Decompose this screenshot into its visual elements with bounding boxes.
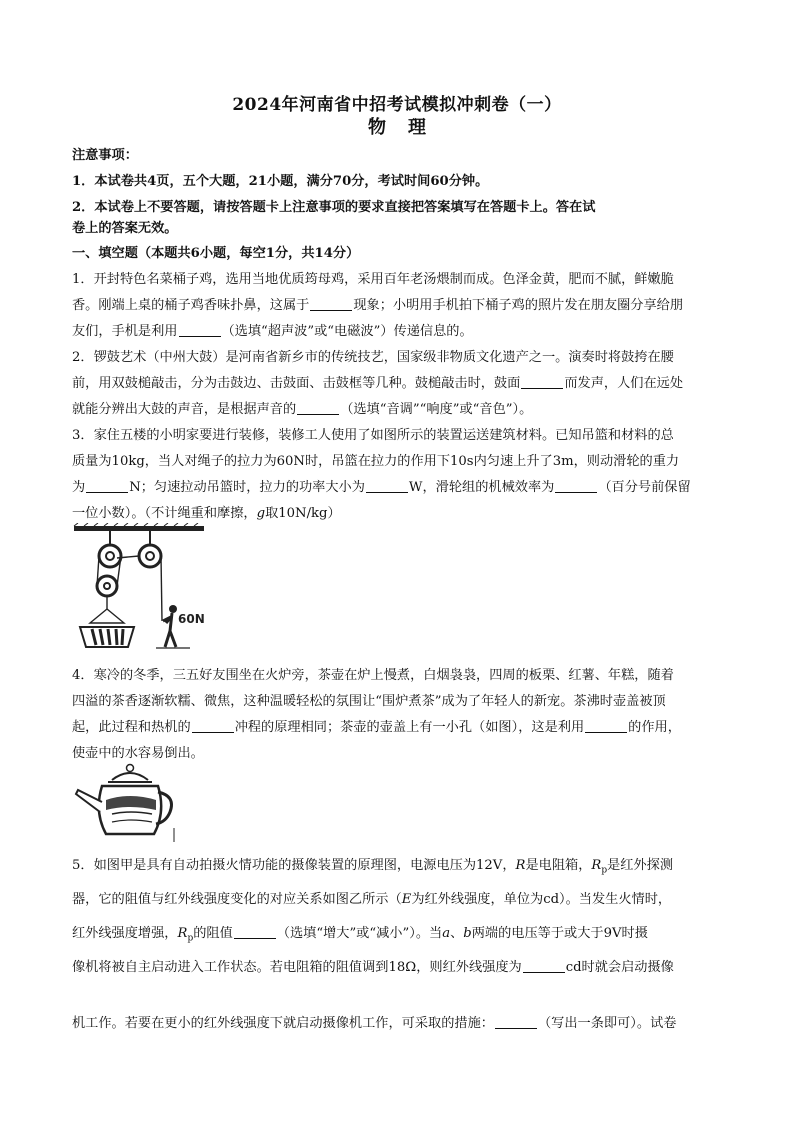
q4-line-2: 四溢的茶香逐渐软糯、微焦，这种温暖轻松的氛围让“围炉煮茶”成为了年轻人的新宠。茶沸时壶盖被顶 bbox=[72, 694, 666, 709]
answer-blank bbox=[297, 400, 339, 415]
subject-title: 物理 bbox=[368, 117, 448, 138]
answer-blank bbox=[521, 374, 563, 389]
q1-line-3: 友们，手机是利用 （选填“超声波”或“电磁波”）传递信息的。 bbox=[72, 324, 473, 339]
q5-line-4: 像机将被自主启动进入工作状态。若电阻箱的阻值调到18Ω，则红外线强度为 cd时就会启动摄像 bbox=[72, 960, 674, 975]
page-title: 2024年河南省中招考试模拟冲刺卷（一） bbox=[232, 95, 562, 115]
q1-line-1: 1．开封特色名菜桶子鸡，选用当地优质筠母鸡，采用百年老汤煨制而成。色泽金黄，肥而不腻，鲜嫩脆 bbox=[72, 272, 674, 287]
force-label: 60N bbox=[178, 612, 205, 626]
q4-line-4: 使壶中的水容易倒出。 bbox=[72, 746, 204, 761]
q4-line-3: 起，此过程和热机的 冲程的原理相同；茶壶的壶盖上有一小孔（如图），这是利用 的作用， bbox=[72, 720, 681, 735]
q5-line-3: 红外线强度增强，$R_p$的阻值 （选填“增大”或“减小”）。当a、b两端的电压等于或大于9V时摄 bbox=[72, 926, 648, 944]
q5-line-5: 机工作。若要在更小的红外线强度下就启动摄像机工作，可采取的措施： （写出一条即可）。试卷 bbox=[72, 1016, 677, 1031]
answer-blank bbox=[192, 718, 234, 733]
teapot-figure bbox=[72, 762, 182, 844]
answer-blank bbox=[234, 924, 276, 939]
q2-line-2: 前，用双鼓槌敲击，分为击鼓边、击鼓面、击鼓框等几种。鼓槌敲击时，鼓面 而发声，人们在远处 bbox=[72, 376, 684, 391]
answer-blank bbox=[585, 718, 627, 733]
q3-line-3: 为 N；匀速拉动吊篮时，拉力的功率大小为 W，滑轮组的机械效率为 （百分号前保留 bbox=[72, 480, 691, 495]
q3-line-2: 质量为10kg，当人对绳子的拉力为60N时，吊篮在拉力的作用下10s内匀速上升了3m，则动滑轮的重力 bbox=[72, 454, 680, 469]
section-1-heading: 一、填空题（本题共6小题，每空1分，共14分） bbox=[72, 246, 360, 261]
answer-blank bbox=[555, 478, 597, 493]
answer-blank bbox=[495, 1014, 537, 1029]
answer-blank bbox=[523, 958, 565, 973]
q3-line-4: 一位小数）。（不计绳重和摩擦，g取10N/kg） bbox=[72, 506, 341, 521]
notes-heading: 注意事项： bbox=[72, 148, 138, 163]
notes-item-1: 1．本试卷共4页，五个大题，21小题，满分70分，考试时间60分钟。 bbox=[72, 174, 489, 189]
notes-item-2a: 2．本试卷上不要答题，请按答题卡上注意事项的要求直接把答案填写在答题卡上。答在试 bbox=[72, 200, 596, 215]
answer-blank bbox=[310, 296, 352, 311]
q2-line-1: 2．锣鼓艺术（中州大鼓）是河南省新乡市的传统技艺，国家级非物质文化遗产之一。演奏时将鼓挎在腰 bbox=[72, 350, 674, 365]
notes-item-2b: 卷上的答案无效。 bbox=[72, 221, 178, 236]
q3-line-1: 3．家住五楼的小明家要进行装修，装修工人使用了如图所示的装置运送建筑材料。已知吊篮和材料的总 bbox=[72, 428, 674, 443]
answer-blank bbox=[86, 478, 128, 493]
q1-line-2: 香。刚端上桌的桶子鸡香味扑鼻，这属于 现象；小明用手机拍下桶子鸡的照片发在朋友圈分享给朋 bbox=[72, 298, 684, 313]
q5-line-1: 5．如图甲是具有自动拍摄火情功能的摄像装置的原理图，电源电压为12V，R是电阻箱，$R_p$是红外探测 bbox=[72, 858, 674, 876]
answer-blank bbox=[179, 322, 221, 337]
pulley-figure bbox=[72, 523, 212, 657]
q4-line-1: 4．寒冷的冬季，三五好友围坐在火炉旁，茶壶在炉上慢煮，白烟袅袅，四周的板栗、红薯、年糕，随着 bbox=[72, 668, 674, 683]
answer-blank bbox=[366, 478, 408, 493]
q2-line-3: 就能分辨出大鼓的声音，是根据声音的 （选填“音调”“响度”或“音色”）。 bbox=[72, 402, 533, 417]
q5-line-2: 器，它的阻值与红外线强度变化的对应关系如图乙所示（E为红外线强度，单位为cd）。当发生火情时， bbox=[72, 892, 672, 907]
